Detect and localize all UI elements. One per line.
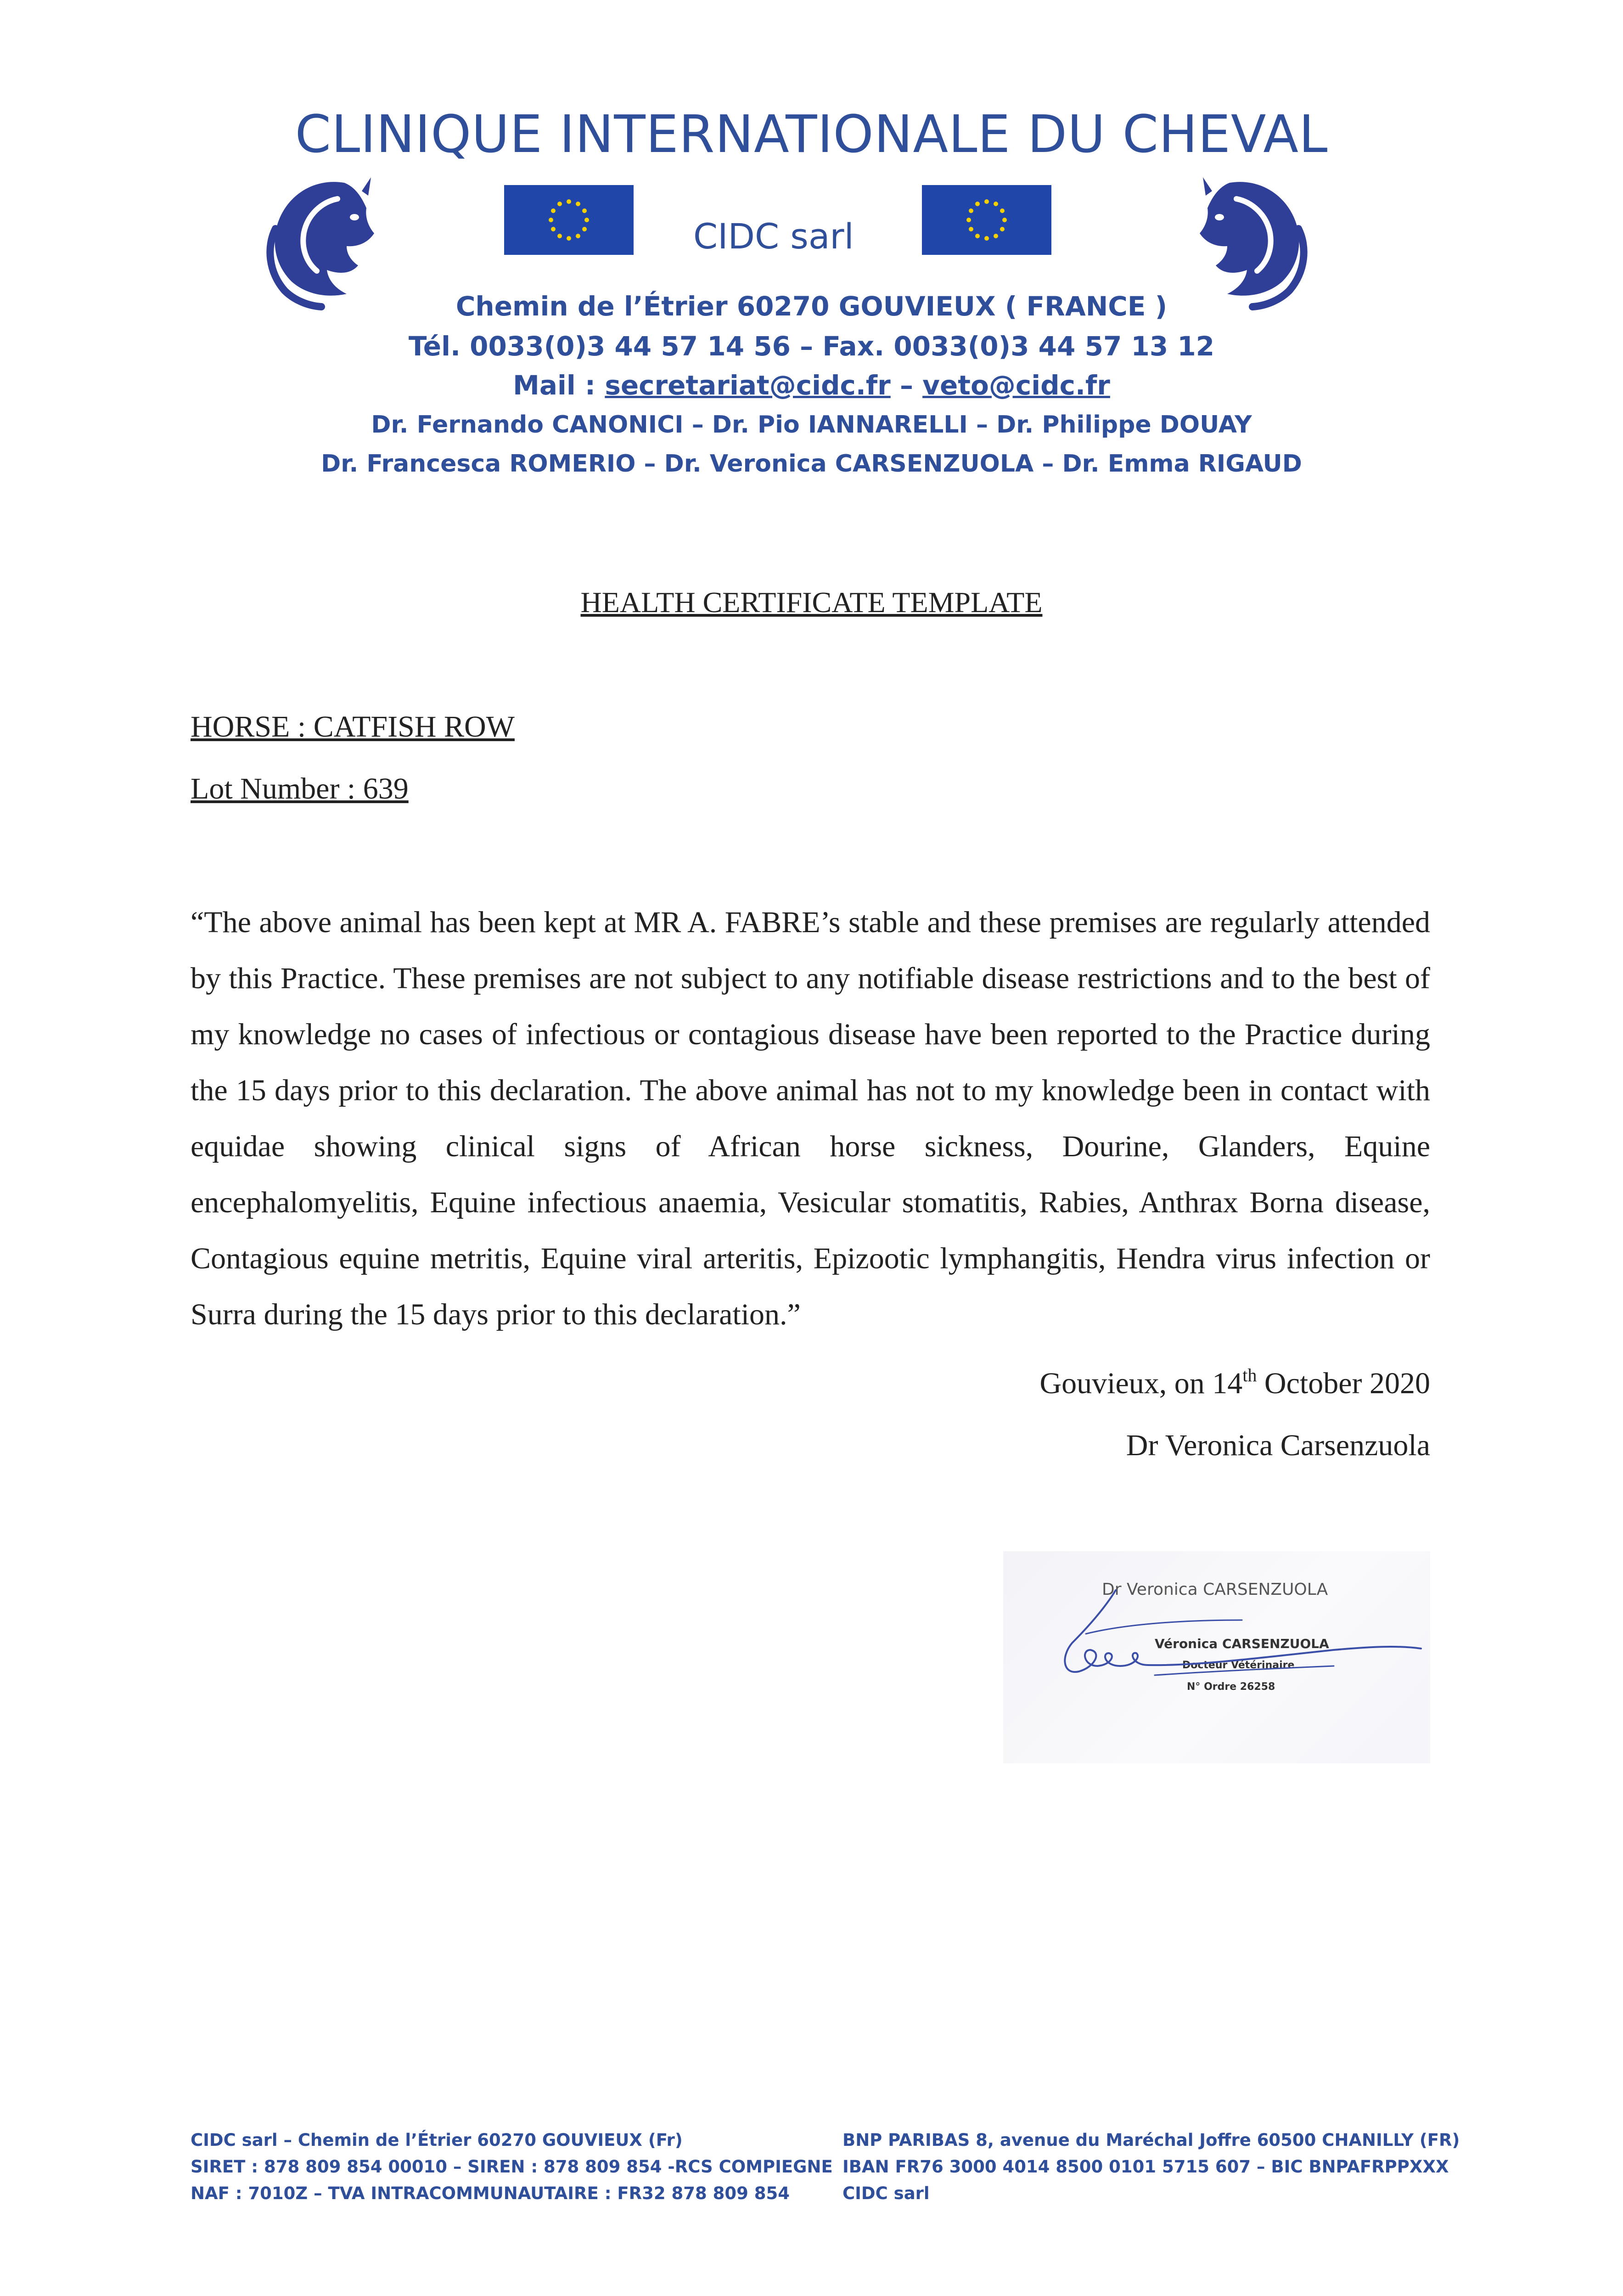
- footer-company-info: [191, 2127, 833, 2207]
- eu-flag-icon: [922, 185, 1051, 255]
- footer-right-line-1: BNP PARIBAS 8, avenue du Maréchal Joffre 60500 CHANILLY (FR): [842, 2130, 1460, 2150]
- eu-flag-icon: [504, 185, 634, 255]
- clinic-phone-fax: Tél. 0033(0)3 44 57 14 56 – Fax. 0033(0)3 44 57 13 12: [408, 331, 1215, 362]
- place-and-date: [1040, 1366, 1431, 1401]
- place-date-suffix: October 2020: [1257, 1367, 1430, 1400]
- clinic-name: CLINIQUE INTERNATIONALE DU CHEVAL: [295, 105, 1328, 164]
- footer-left-line-3: NAF : 7010Z – TVA INTRACOMMUNAUTAIRE : FR32 878 809 854: [191, 2183, 790, 2203]
- mail-label: Mail :: [513, 370, 605, 401]
- place-date-prefix: Gouvieux, on 14: [1039, 1367, 1243, 1400]
- stamp-line-4: N° Ordre 26258: [1187, 1681, 1275, 1693]
- clinic-address: Chemin de l’Étrier 60270 GOUVIEUX ( FRANCE ): [455, 291, 1168, 322]
- veto-email-link[interactable]: veto@cidc.fr: [922, 370, 1110, 401]
- footer-left-line-2: SIRET : 878 809 854 00010 – SIREN : 878 809 854 -RCS COMPIEGNE: [191, 2157, 833, 2177]
- clinic-mail: [0, 370, 1623, 401]
- document-title: HEALTH CERTIFICATE TEMPLATE: [580, 586, 1043, 619]
- horse-name: HORSE : CATFISH ROW: [191, 710, 515, 743]
- declaration-text: “The above animal has been kept at MR A. FABRE’s stable and these premises are regularly attended by this Practice. These premises are not subject to any notifiable disease restrictions and to the best of my knowledge no cases of infectious or contagious disease have been reported to the Practice during the 15 days prior to this declaration. The above animal has not to my knowledge been in contact with equidae showing clinical signs of African horse sickness, Dourine, Glanders, Equine encephalomyelitis, Equine infectious anaemia, Vesicular stomatitis, Rabies, Anthrax Borna disease, Contagious equine metritis, Equine viral arteritis, Epizootic lymphangitis, Hendra virus infection or Surra during the 15 days prior to this declaration.”: [191, 906, 1430, 1331]
- footer-right-line-3: CIDC sarl: [842, 2183, 930, 2203]
- mail-separator: –: [890, 370, 923, 401]
- footer-left-line-1: CIDC sarl – Chemin de l’Étrier 60270 GOUVIEUX (Fr): [191, 2130, 683, 2150]
- signature-stamp: [1003, 1551, 1430, 1763]
- signer-name: Dr Veronica Carsenzuola: [1126, 1429, 1430, 1462]
- doctors-list-2: Dr. Francesca ROMERIO – Dr. Veronica CARSENZUOLA – Dr. Emma RIGAUD: [321, 450, 1302, 478]
- doctors-list-1: Dr. Fernando CANONICI – Dr. Pio IANNARELLI – Dr. Philippe DOUAY: [371, 411, 1252, 439]
- company-subtitle: CIDC sarl: [693, 216, 854, 257]
- secretariat-email-link[interactable]: secretariat@cidc.fr: [605, 370, 891, 401]
- footer-right-line-2: IBAN FR76 3000 4014 8500 0101 5715 607 – BIC BNPAFRPPXXX: [842, 2157, 1449, 2177]
- handwritten-signature: [1003, 1551, 1430, 1763]
- footer-bank-info: [842, 2127, 1460, 2207]
- stamp-line-1: Dr Veronica CARSENZUOLA: [1102, 1580, 1328, 1599]
- stamp-line-3: Docteur Vétérinaire: [1182, 1660, 1295, 1671]
- lot-number: Lot Number : 639: [191, 772, 409, 805]
- date-ordinal: th: [1242, 1365, 1257, 1385]
- stamp-line-2: Véronica CARSENZUOLA: [1155, 1636, 1329, 1651]
